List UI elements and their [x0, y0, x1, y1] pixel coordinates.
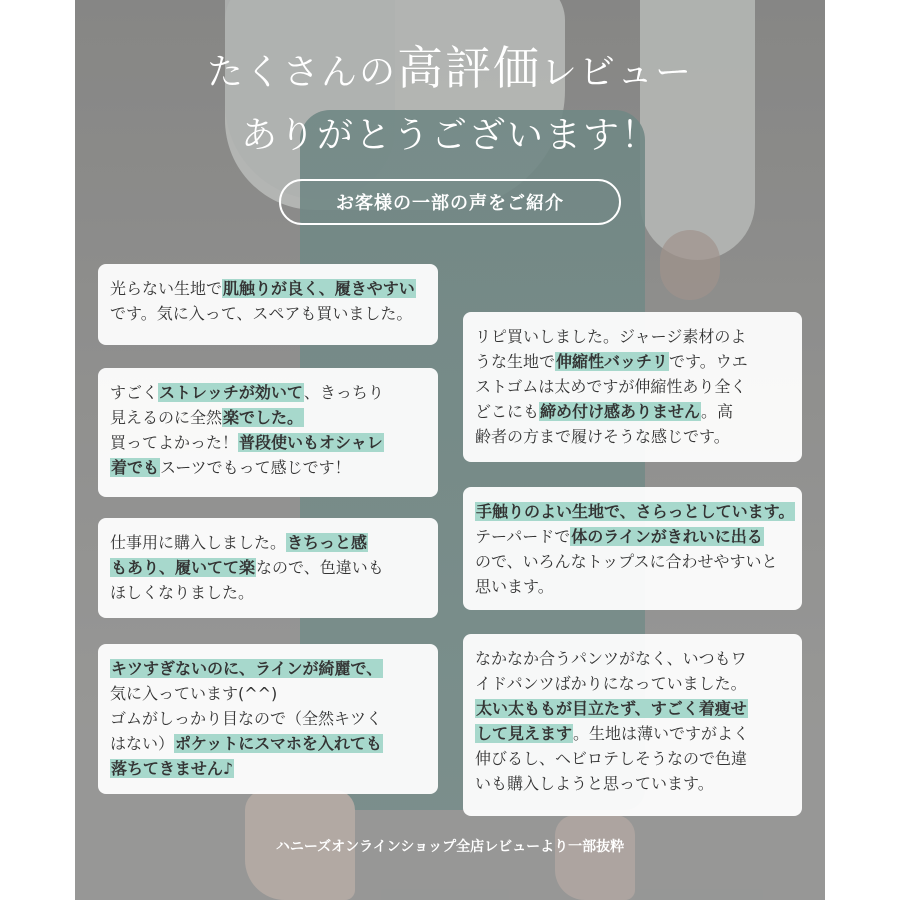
review-highlight: ポケットにスマホを入れても — [175, 734, 382, 753]
review-text: スーツでもって感じです！ — [160, 458, 351, 477]
review-line — [110, 430, 426, 455]
review-line: ので、いろんなトップスに合わせやすいと — [475, 552, 778, 571]
review-text: どこにも — [475, 402, 540, 421]
headline-line1 — [75, 40, 825, 101]
review-line: です。気に入って、スペアも買いました。 — [110, 304, 413, 323]
review-text: 仕事用に購入しました。 — [110, 533, 287, 552]
review-line — [475, 349, 790, 374]
review-line: 伸びるし、ヘビロテしそうなので色違 — [475, 749, 748, 768]
review-line — [110, 276, 426, 301]
headline-text: レビュー — [541, 52, 694, 93]
review-highlight: 手触りのよい生地で、さらっとしています。 — [476, 502, 795, 521]
review-line — [110, 555, 426, 580]
review-text: 買ってよかった！ — [110, 433, 239, 452]
review-line — [110, 756, 426, 781]
review-card — [463, 312, 802, 462]
review-text: 見えるのに全然 — [110, 408, 223, 427]
review-text: 光らない生地で — [110, 279, 223, 298]
review-text: 。高 — [701, 402, 734, 421]
review-highlight: 普段使いもオシャレ — [239, 433, 383, 452]
review-line: ゴムがしっかり目なので（全然キツく — [110, 709, 383, 728]
review-text: うな生地で — [475, 352, 556, 371]
review-line — [475, 721, 790, 746]
review-line: ほしくなりました。 — [110, 583, 255, 602]
source-note: ハニーズオンラインショップ全店レビューより一部抜粋 — [275, 839, 625, 855]
review-highlight: して見えます — [476, 724, 573, 743]
review-line: リピ買いしました。ジャージ素材のよ — [475, 327, 747, 346]
review-highlight: 締め付け感ありません — [540, 402, 701, 421]
review-card — [98, 264, 438, 345]
review-line — [110, 656, 426, 681]
review-highlight: 太い太ももが目立たず、すごく着痩せ — [476, 699, 747, 718]
review-highlight: もあり、履いてて楽 — [111, 558, 256, 577]
review-line — [110, 380, 426, 405]
review-card — [463, 487, 802, 610]
subtitle-pill: お客様の一部の声をご紹介 — [279, 179, 621, 225]
review-card — [98, 368, 438, 497]
review-line: イドパンツばかりになっていました。 — [475, 674, 747, 693]
review-card — [98, 644, 438, 794]
review-text: 。生地は薄いですがよく — [573, 724, 750, 743]
review-text: 、きっちり — [303, 383, 384, 402]
review-line: ストゴムは太めですが伸縮性あり全く — [475, 377, 747, 396]
review-line: 気に入っています(^^) — [110, 684, 278, 703]
review-line — [475, 399, 790, 424]
review-line — [110, 405, 426, 430]
review-card — [463, 634, 802, 816]
review-highlight: 着でも — [111, 458, 160, 477]
headline-line2: ありがとうございます！ — [240, 115, 659, 156]
review-line: 齢者の方まで履けそうな感じです。 — [475, 427, 730, 446]
review-highlight: 肌触りが良く、履きやすい — [223, 279, 415, 298]
review-highlight: きちっと感 — [287, 533, 368, 552]
review-line — [475, 524, 790, 549]
review-line: 思います。 — [475, 577, 554, 596]
review-card — [98, 518, 438, 618]
review-text: です。ウエ — [669, 352, 748, 371]
headline-emphasis: 高評価 — [397, 41, 541, 95]
review-highlight: 体のラインがきれいに出る — [571, 527, 763, 546]
review-highlight: 落ちてきません♪ — [111, 759, 234, 778]
review-text: テーパードで — [475, 527, 571, 546]
review-line: いも購入しようと思っています。 — [475, 774, 714, 793]
headline-text: たくさんの — [206, 52, 397, 93]
review-line — [110, 455, 426, 480]
review-highlight: キツすぎないのに、ラインが綺麗で、 — [111, 659, 383, 678]
review-highlight: 伸縮性バッチリ — [556, 352, 669, 371]
review-line: なかなか合うパンツがなく、いつもワ — [475, 649, 747, 668]
review-highlight: 楽でした。 — [223, 408, 304, 427]
review-text: なので、色違いも — [256, 558, 384, 577]
review-highlight: ストレッチが効いて — [159, 383, 303, 402]
review-line — [110, 530, 426, 555]
review-line — [475, 696, 790, 721]
review-line — [110, 731, 426, 756]
review-text: すごく — [110, 383, 159, 402]
review-text: はない） — [110, 734, 175, 753]
review-line — [475, 499, 795, 524]
